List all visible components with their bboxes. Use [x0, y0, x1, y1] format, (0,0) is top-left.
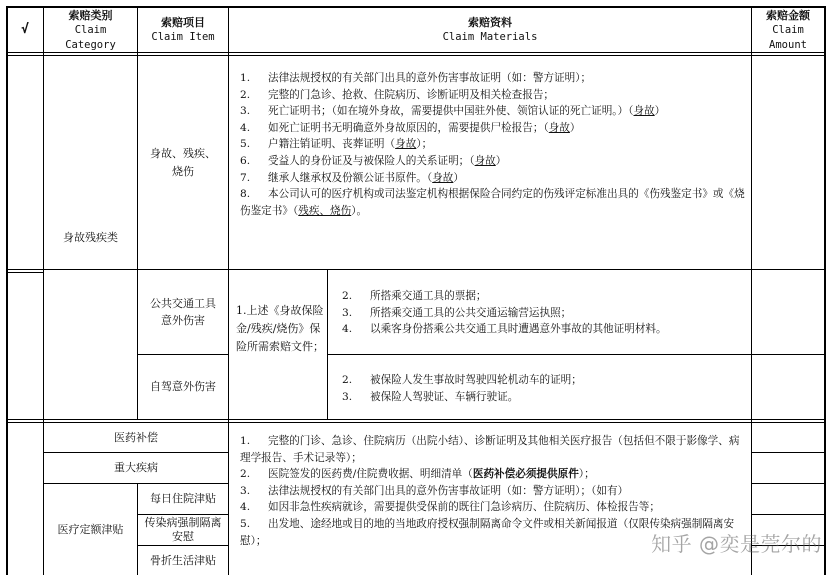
category-critical-illness: 重大疾病: [114, 461, 158, 474]
transit-shared-requirement: 1.上述《身故保险金/残疾/烧伤》保险所需索赔文件；: [236, 304, 324, 353]
category-medical-allowance: 医疗定额津贴: [57, 522, 124, 536]
list-item: 2. 医院签发的医药费/住院费收据、明细清单（医药补偿必须提供原件）；: [240, 468, 595, 481]
list-item: 5. 户籍注销证明、丧葬证明（身故）；: [240, 138, 433, 151]
check-mark: √: [21, 22, 29, 37]
list-item: 1. 法律法规授权的有关部门出具的意外伤害事故证明（如：警方证明）；: [240, 72, 592, 84]
header-check: [7, 7, 43, 52]
header-category: 索赔类别 Claim Category: [65, 9, 116, 51]
header-materials: 索赔资料 Claim Materials: [442, 16, 538, 43]
list-item: 2. 完整的门急诊、抢救、住院病历、诊断证明及相关检查报告；: [240, 88, 555, 101]
item-daily-hospital-allowance: 每日住院津贴: [150, 492, 216, 505]
transit-materials-list: [342, 288, 747, 338]
item-death-disability-burn: 身故、残疾、烧伤: [150, 146, 216, 178]
header-amount: 索赔金额 Claim Amount: [766, 9, 810, 51]
list-item: 3. 所搭乘交通工具的公共交通运输营运执照；: [342, 306, 572, 319]
list-item: 3. 被保险人驾驶证、车辆行驶证。: [342, 390, 519, 403]
list-item: 7. 继承人继承权及份额公证书原件。（身故）: [240, 171, 464, 184]
death-materials-list: [240, 70, 750, 219]
list-item: 4. 如死亡证明书无明确意外身故原因的，需要提供尸检报告；（身故）: [240, 121, 581, 134]
list-item: 2. 被保险人发生事故时驾驶四轮机动车的证明；: [342, 374, 582, 386]
list-item: 2. 所搭乘交通工具的票据；: [342, 290, 487, 302]
list-item: 3. 死亡证明书；（如在境外身故，需要提供中国驻外使、领馆认证的死亡证明。）（身故）: [240, 105, 666, 118]
category-medical-reimbursement: 医药补偿: [114, 430, 158, 444]
item-quarantine-comfort: 传染病强制隔离安慰: [144, 516, 222, 543]
list-item: 1. 完整的门诊、急诊、住院病历（出院小结）、诊断证明及其他相关医疗报告（包括但不限于影像学、病理学报告、手术记录等）；: [240, 435, 740, 464]
item-public-transit: 公共交通工具意外伤害: [150, 297, 216, 327]
list-item: 3. 法律法规授权的有关部门出具的意外伤害事故证明（如：警方证明）；（如有）: [240, 484, 629, 497]
selfdrive-materials-list: [342, 372, 747, 405]
header-item: 索赔项目 Claim Item: [151, 16, 215, 43]
list-item: 8. 本公司认可的医疗机构或司法鉴定机构根据保险合同约定的伤残评定标准出具的《伤残鉴定书》或《烧伤鉴定书》（残疾、烧伤）。: [240, 188, 745, 217]
list-item: 4. 如因非急性疾病就诊，需要提供受保前的既往门急诊病历、住院病历、体检报告等；: [240, 501, 660, 514]
list-item: 5. 出发地、途经地或目的地的当地政府授权强制隔离命令文件或相关新闻报道（仅限传染病强制隔离安慰）；: [240, 517, 735, 547]
item-self-drive: 自驾意外伤害: [150, 380, 216, 393]
list-item: 4. 以乘客身份搭乘公共交通工具时遭遇意外事故的其他证明材料。: [342, 323, 667, 336]
category-death-disability: 身故残疾类: [63, 230, 118, 244]
item-fracture-living-allowance: 骨折生活津贴: [150, 553, 216, 567]
watermark: 知乎 @奕是莞尔的: [651, 532, 822, 556]
list-item: 6. 受益人的身份证及与被保险人的关系证明；（身故）: [240, 154, 507, 167]
